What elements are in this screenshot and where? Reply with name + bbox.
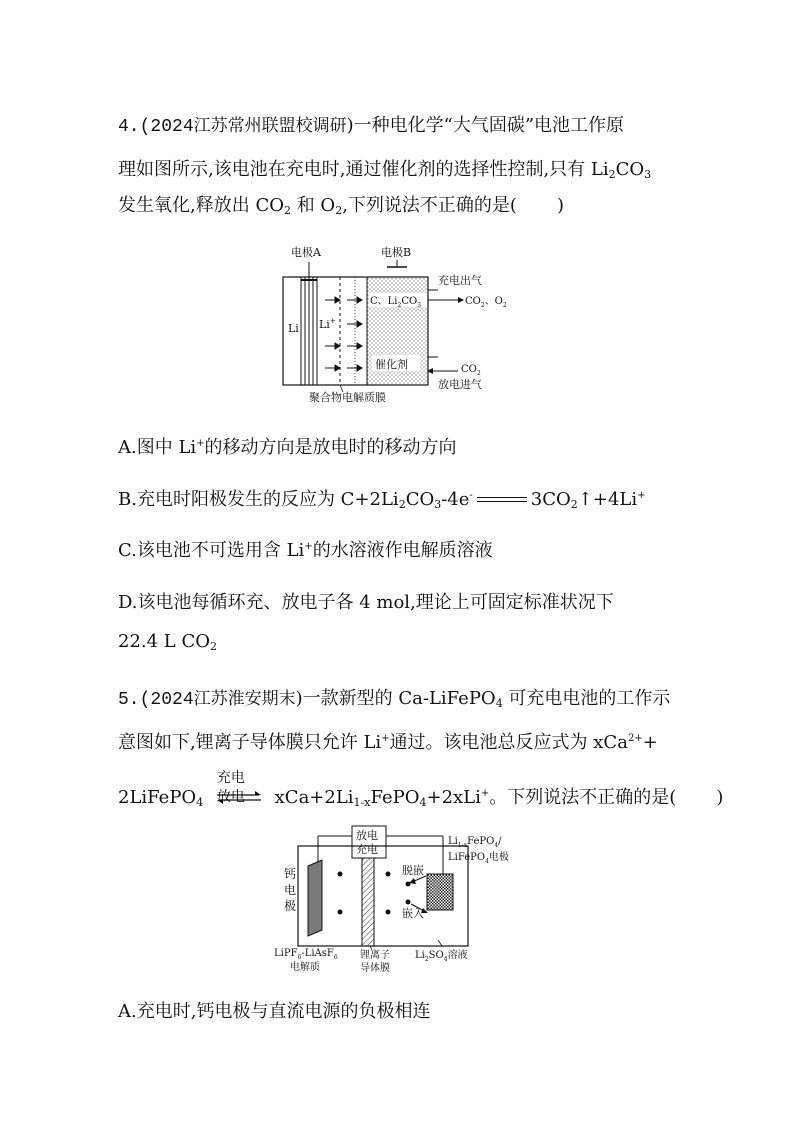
q4-number: 4. (118, 117, 140, 137)
lfp-label-line2: LiFePO$_4$电极 (448, 852, 509, 865)
ion-dot (386, 872, 391, 877)
q4-stem-line1: 4.(2024江苏常州联盟校调研)一种电化学“大气固碳”电池工作原 (118, 115, 625, 137)
ion-dot (338, 910, 343, 915)
q5-stem-line3: 2LiFePO$_4$ 充电 放电 $xCa+2Li_{1-x}FePO_4+2xLi^+$。下列说法不正确的是( ) (118, 770, 724, 809)
membrane-label-q5: 锂离子 (360, 950, 390, 961)
q5-option-a: A.充电时,钙电极与直流电源的负极相连 (118, 1001, 431, 1022)
charge-gas-out-label: 充电出气 (438, 274, 482, 287)
q4-stem-line3: 发生氧化,释放出 $CO_2$ 和 $O_2$,下列说法不正确的是( ) (118, 195, 564, 217)
q5-source-tag: 江苏淮安期末 (193, 689, 296, 709)
q4-battery-diagram (275, 242, 535, 404)
lifepo4-electrode (427, 874, 453, 910)
ion-dot (338, 872, 343, 877)
li-ion-arrows (325, 297, 362, 371)
q4-stem-line2: 理如图所示,该电池在充电时,通过催化剂的选择性控制,只有 $Li_2CO_3$ (118, 159, 652, 181)
intercalation-label: 嵌入 (402, 907, 424, 920)
q4-option-d-line2: 22.4 L $CO_2$ (118, 631, 218, 653)
q5-stem-line2: 意图如下,锂离子导体膜只允许 Li+通过。该电池总反应式为 xCa$^{2+}$+ (118, 732, 658, 753)
q4-option-a: A.图中 Li+的移动方向是放电时的移动方向 (118, 437, 457, 458)
catalyst-label: 催化剂 (375, 358, 408, 371)
electrode-b-label: 电极B (381, 246, 412, 259)
q4-option-c: C.该电池不可选用含 Li+的水溶液作电解质溶液 (118, 540, 493, 561)
svg-text:电: 电 (284, 883, 297, 897)
calcium-electrode (308, 860, 322, 936)
svg-text:极: 极 (284, 899, 297, 913)
svg-text:钙: 钙 (284, 867, 297, 881)
c-li2co3-label: C、$Li_2CO_3$ (370, 296, 422, 309)
discharge-gas-in-label: 放电进气 (438, 378, 482, 391)
reversible-arrow: 充电 放电 (215, 788, 263, 808)
electrolyte-label: LiPF$_6$-LiAsF$_6$ (274, 948, 338, 961)
lfp-label-line1: $Li_{1-x}FePO_4/$ (448, 836, 502, 849)
svg-text:充电: 充电 (356, 843, 378, 856)
li-label: Li (288, 322, 299, 335)
q5-number: 5. (118, 690, 140, 710)
q5-battery-diagram (270, 822, 540, 972)
svg-text:放电: 放电 (356, 829, 378, 842)
ion-dot (386, 910, 391, 915)
q5-stem-line1: 5.(2024江苏淮安期末)一款新型的 Ca-LiFePO$_4$ 可充电电池的工作示 (118, 688, 671, 710)
equals-sign (477, 495, 527, 505)
solution-label: $Li_2SO_4$溶液 (415, 950, 468, 963)
q4-option-d-line1: D.该电池每循环充、放电子各 4 mol,理论上可固定标准状况下 (118, 592, 614, 613)
co2-in-label: $CO_2$ (461, 364, 481, 377)
q4-option-b: B.充电时阳极发生的反应为 $C+2Li_2CO_3-4e^-$ $3CO_2↑+4Li^+$ (118, 489, 646, 511)
membrane-label: 聚合物电解质膜 (309, 391, 386, 404)
out-products-label: $CO_2$、$O_2$ (465, 296, 507, 309)
electrode-a-label: 电极A (291, 246, 321, 259)
svg-text:电解质: 电解质 (290, 962, 320, 972)
ion-conductor-membrane (362, 858, 374, 946)
q4-source-tag: 江苏常州联盟校调研 (193, 116, 347, 136)
ion-dot (406, 900, 411, 905)
li-ion-label: Li+ (319, 317, 336, 331)
deintercalation-label: 脱嵌 (402, 864, 424, 877)
svg-text:导体膜: 导体膜 (360, 963, 390, 972)
